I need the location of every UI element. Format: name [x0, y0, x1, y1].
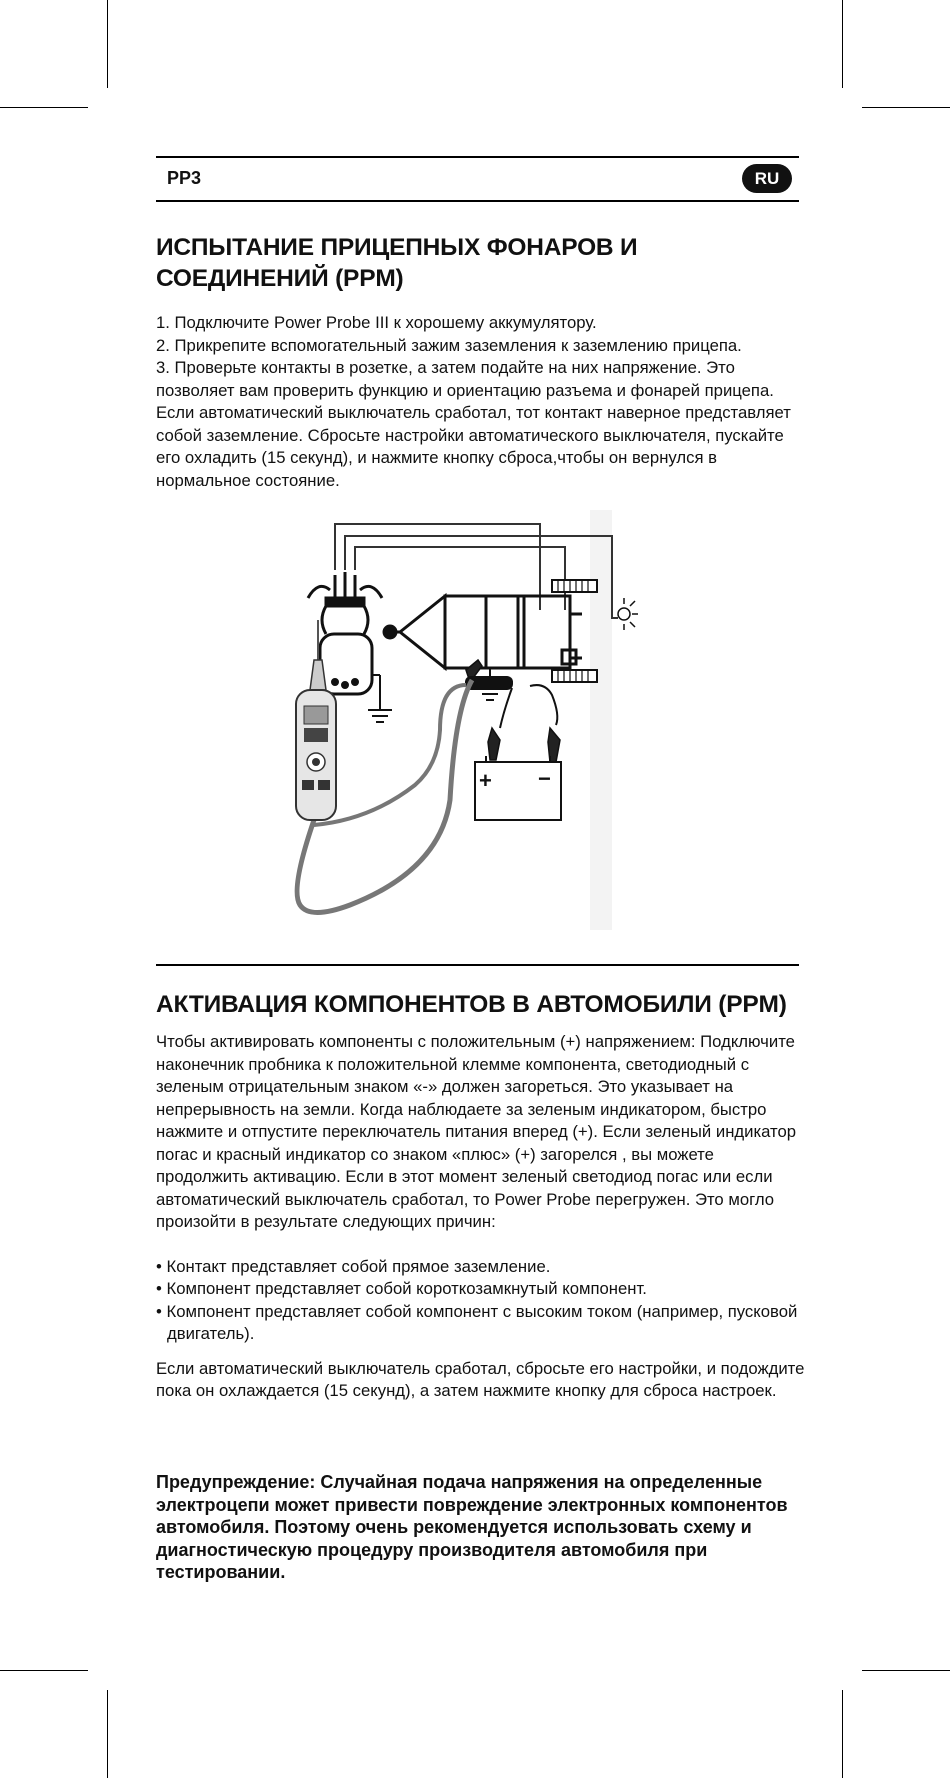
language-badge: RU [742, 164, 792, 193]
battery-plus-label: + [479, 768, 492, 793]
title-line: СОЕДИНЕНИЙ (PPM) [156, 265, 404, 292]
battery-leads [500, 685, 557, 728]
paragraph: Если автоматический выключатель сработал, сбросьте его настройки, и подождите пока он охлаждается (15 секунд), а затем нажмите кнопку для сброса настроек. [156, 1358, 805, 1400]
crop-mark [0, 1670, 88, 1671]
cause-list [156, 1256, 806, 1346]
crop-mark [107, 1690, 108, 1778]
title-line: ИСПЫТАНИЕ ПРИЦЕПНЫХ ФОНАРОВ И [156, 234, 638, 261]
section-title-trailer-lights [156, 232, 637, 294]
warning-text: Предупреждение: Случайная подача напряжения на определенные электроцепи может привести повреждение электронных компонентов автомобиля. Поэтому очень рекомендуется использовать схему и диагностическую процедуру производителя автомобиля при тестировании. [156, 1472, 788, 1582]
crop-mark [862, 1670, 950, 1671]
list-item: • Компонент представляет собой короткозамкнутый компонент. [156, 1279, 647, 1298]
paragraph: Чтобы активировать компоненты с положительным (+) напряжением: Подключите наконечник пробника к положительной клемме компонента, светодиодный с зеленым отрицательным знаком «-» должен загореться. Это указывает на непрерывность на земли. Когда наблюдаете за зеленым индикатором, быстро нажмите и отпустите переключатель питания вперед (+). Если зеленый индикатор погас и красный индикатор со знаком «плюс» (+) загорелся , вы можете продолжить активацию. Если в этот момент зеленый светодиод погас или если автоматический выключатель сработал, то Power Probe перегружен. Это могло произойти в результате следующих причин: [156, 1032, 797, 1231]
step-item: 1. Подключите Power Probe III к хорошему аккумулятору. [156, 313, 597, 332]
header-model-code: PP3 [167, 168, 202, 188]
section-title-component-activation: АКТИВАЦИЯ КОМПОНЕНТОВ В АВТОМОБИЛИ (PPM) [156, 991, 787, 1018]
header-bottom-rule [156, 200, 799, 202]
diagram-background [590, 510, 612, 930]
step-item: 2. Прикрепите вспомогательный зажим заземления к заземлению прицепа. [156, 335, 742, 355]
battery-minus-label: − [538, 766, 551, 791]
crop-mark [842, 0, 843, 88]
power-probe-tool [296, 620, 336, 820]
crop-mark [862, 107, 950, 108]
crop-mark [107, 0, 108, 88]
header-top-rule [156, 156, 799, 158]
trailer-test-diagram [290, 510, 690, 940]
trailer-frame [384, 596, 582, 668]
trailer-lamp-lit [618, 598, 638, 630]
section-divider [156, 964, 799, 966]
list-item: • Контакт представляет собой прямое заземление. [156, 1256, 551, 1276]
steps-list [156, 312, 806, 492]
step-item: 3. Проверьте контакты в розетке, а затем подайте на них напряжение. Это позволяет вам проверить функцию и ориентацию разъема и фонарей прицепа. Если автоматический выключатель сработал, тот контакт наверное представляет собой заземление. Сбросьте настройки автоматического выключателя, пускайте его охладить (15 секунд), и нажмите кнопку сброса,чтобы он вернулся в нормальное состояние. [156, 358, 791, 490]
trailer-wires [335, 524, 618, 618]
crop-mark [0, 107, 88, 108]
crop-mark [842, 1690, 843, 1778]
activation-instructions [156, 1031, 806, 1403]
list-item: • Компонент представляет собой компонент с высоким током (например, пусковой двигатель). [156, 1301, 798, 1343]
